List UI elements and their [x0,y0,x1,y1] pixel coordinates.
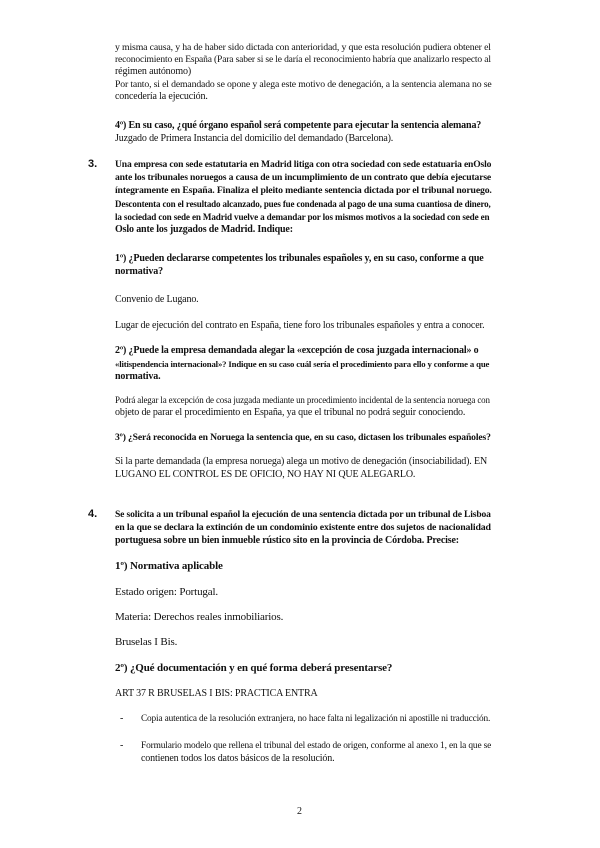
case3-question-1: normativa? [115,266,163,277]
case3-statement-line: ante los tribunales noruegos a causa de un incumplimiento de un contrato que debía ejecutarse [115,172,492,183]
case3-answer-3: LUGANO EL CONTROL ES DE OFICIO, NO HAY NI QUE ALEGARLO. [115,469,416,480]
case3-statement-line: íntegramente en España. Finaliza el pleito mediante sentencia dictada por el tribunal noruego. [115,185,492,196]
case4-question-2: 2º) ¿Qué documentación y en qué forma deberá presentarse? [115,662,393,674]
case4-bullet-1: Copia autentica de la resolución extranjera, no hace falta ni legalización ni apostille ni traducción. [141,714,491,724]
case3-statement-line: Una empresa con sede estatutaria en Madrid litiga con otra sociedad con sede estatuaria enOslo [115,159,492,170]
case-number-4: 4. [88,508,98,520]
case3-answer-3: Si la parte demandada (la empresa noruega) alega un motivo de denegación (insociabilidad). EN [115,456,488,467]
bullet-marker: - [120,713,124,724]
intro-line: reconocimiento en España (Para saber si se le daría el reconocimiento habría que analizarlo respecto al [115,55,491,65]
case4-question-1: 1º) Normativa aplicable [115,560,223,572]
case4-answer-2-header: ART 37 R BRUSELAS I BIS: PRACTICA ENTRA [115,688,318,699]
intro-line: y misma causa, y ha de haber sido dictada con anterioridad, y que esta resolución pudiera obtener el [115,42,491,53]
answer-2-4: Juzgado de Primera Instancia del domicilio del demandado (Barcelona). [115,133,394,144]
case4-answer-1: Materia: Derechos reales inmobiliarios. [115,611,284,623]
intro-line: régimen autónomo) [115,66,192,77]
case4-statement-line: Se solicita a un tribunal español la ejecución de una sentencia dictada por un tribunal de Lisboa [115,509,491,520]
intro-line: Por tanto, si el demandado se opone y alega este motivo de denegación, a la sentencia alemana no se [115,79,492,90]
case3-question-2: normativa. [115,371,161,382]
case3-statement-line: Descontenta con el resultado alcanzado, pues fue condenada al pago de una suma cuantiosa de dinero, [115,199,491,209]
case3-answer-2: objeto de parar el procedimiento en España, ya que el tribunal no podrá seguir conociendo. [115,407,466,418]
case3-question-3: 3º) ¿Será reconocida en Noruega la sentencia que, en su caso, dictasen los tribunales españoles? [115,432,491,443]
intro-line: concedería la ejecución. [115,91,208,102]
case3-question-2: 2º) ¿Puede la empresa demandada alegar la «excepción de cosa juzgada internacional» o [115,345,479,356]
case3-answer-1: Convenio de Lugano. [115,294,199,305]
case3-statement-line: Oslo ante los juzgados de Madrid. Indique: [115,224,293,235]
case4-bullet-2: contienen todos los datos básicos de la resolución. [141,753,335,764]
case4-statement-line: en la que se declara la extinción de un condominio existente entre dos sujetos de nacionalidad [115,522,491,533]
case3-statement-line: la sociedad con sede en Madrid vuelve a demandar por los mismos motivos a la sociedad con sede en [115,212,490,222]
case4-answer-1: Estado origen: Portugal. [115,586,219,598]
page-number: 2 [297,806,302,817]
case4-answer-1: Bruselas I Bis. [115,636,178,648]
case3-answer-2: Podrá alegar la excepción de cosa juzgada mediante un procedimiento incidental de la sentencia noruega con [115,395,490,405]
case4-statement-line: portuguesa sobre un bien inmueble rústico sito en la provincia de Córdoba. Precise: [115,535,459,546]
case-number-3: 3. [88,158,98,170]
case4-bullet-2: Formulario modelo que rellena el tribunal del estado de origen, conforme al anexo 1, en la que se [141,741,492,751]
bullet-marker: - [120,740,124,751]
case3-question-2: «litispendencia internacional»? Indique en su caso cuál sería el procedimiento para ello y conforme a que [115,359,490,369]
question-2-4: 4º) En su caso, ¿qué órgano español será competente para ejecutar la sentencia alemana? [115,120,482,131]
case3-answer-1: Lugar de ejecución del contrato en España, tiene foro los tribunales españoles y entra a conocer. [115,320,485,331]
case3-question-1: 1º) ¿Pueden declararse competentes los tribunales españoles y, en su caso, conforme a que [115,253,484,264]
